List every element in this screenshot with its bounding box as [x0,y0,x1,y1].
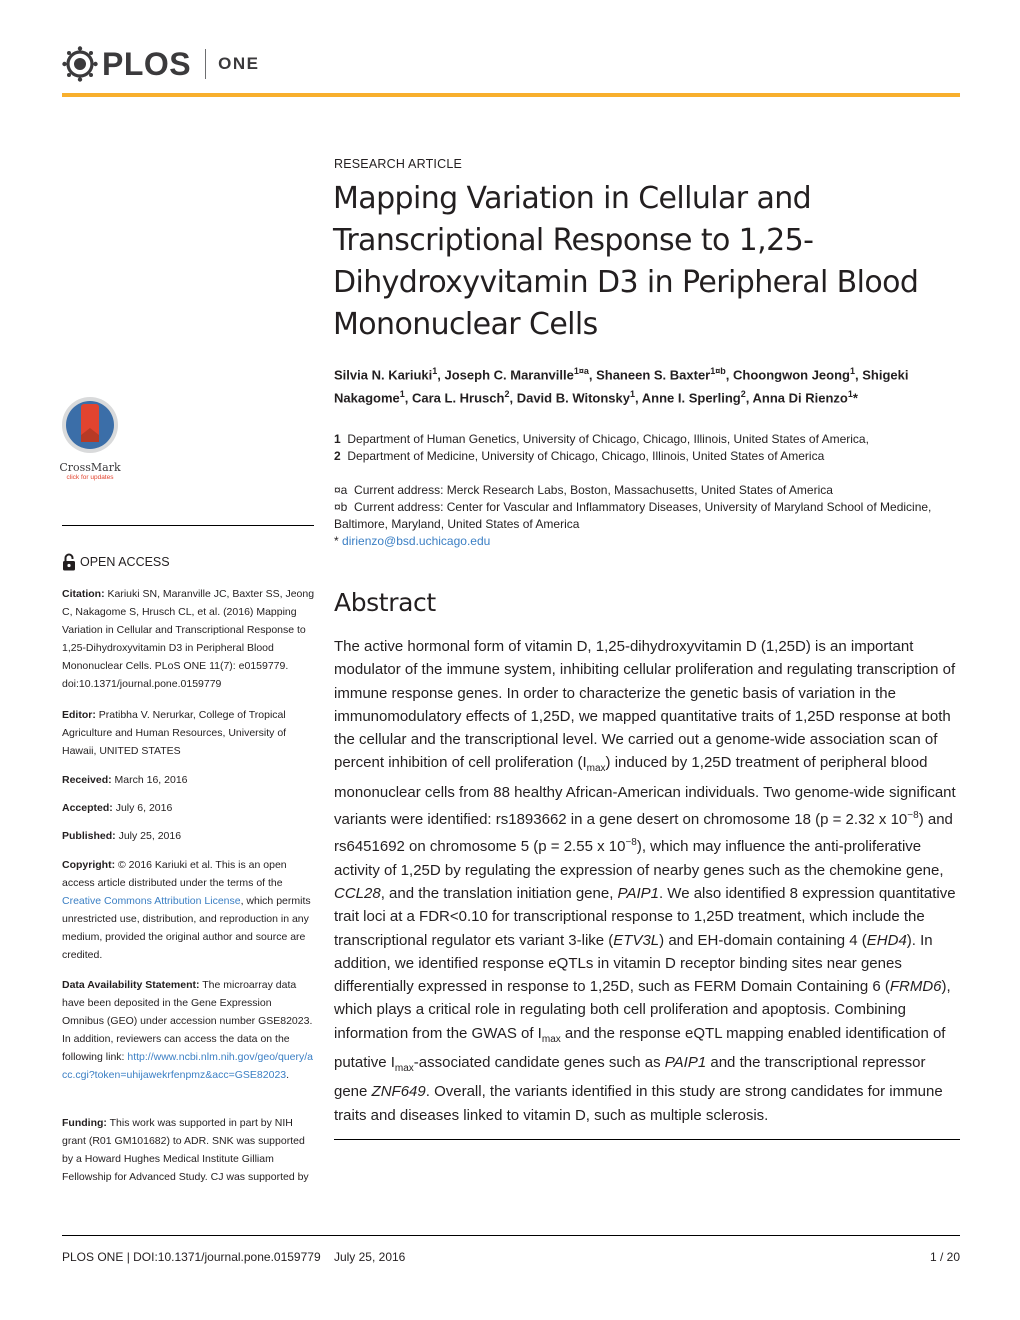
crossmark-icon [58,395,122,455]
citation-block [62,585,316,693]
plos-logo-icon [62,46,98,82]
sidebar-rule [62,525,314,526]
data-availability-block [62,976,316,1084]
plos-logo[interactable] [62,44,259,84]
abstract-text: The active hormonal form of vitamin D, 1,25-dihydroxyvitamin D (1,25D) is an important modulator of the immune system, inhibiting cellular proliferation and regulating transcription of immune response genes. In order to characterize the genetic basis of variation in the immunomodulatory effects of 1,25D, we mapped quantitative traits of 1,25D response at both the cellular and the transcriptional level. We carried out a genome-wide association scan of percent inhibition of cell proliferation $(I_{max})$ induced by 1,25D treatment of peripheral blood mononuclear cells from 88 healthy African-American individuals. Two genome-wide significant variants were identified: rs1893662 in a gene desert on chromosome 18 (p = 2.32 x $10^{-8}$) and rs6451692 on chromosome 5 (p = 2.55 x $10^{-8}$), which may influence the anti-proliferative activity of 1,25D by regulating the expression of nearby genes such as the chemokine gene, CCL28, and the translation initiation gene, PAIP1. We also identified 8 expression quantitative trait loci at a FDR<0.10 for transcriptional response to 1,25D treatment, which include the transcriptional regulator ets variant 3-like (ETV3L) and EH-domain containing 4 (EHD4). In addition, we identified response eQTLs in vitamin D receptor binding sites near genes differentially expressed in response to 1,25D, such as FERM Domain Containing 6 (FRMD6), which plays a critical role in regulating both cell proliferation and apoptosis. Combining information from the GWAS of $I_{max}$ and the response eQTL mapping enabled identification of putative $I_{max}$-associated candidate genes such as PAIP1 and the transcriptional repressor gene ZNF649. Overall, the variants identified in this study are strong candidates for immune traits and diseases linked to vitamin D, such as multiple sclerosis. [334,638,956,1124]
funding-text: This work was supported in part by NIH grant (R01 GM101682) to ADR. SNK was supported by a Howard Hughes Medical Institute Gilliam Fellowship for Advanced Study. CJ was supported by [62,1117,309,1183]
accepted-label: Accepted: [62,802,113,814]
editor-text: Pratibha V. Nerurkar, College of Tropical Agriculture and Human Resources, University of Hawaii, UNITED STATES [62,709,287,757]
funding-block [62,1114,316,1186]
abstract-heading: Abstract [334,588,436,617]
received-block [62,771,316,789]
header-rule [62,93,960,97]
copyright-block [62,856,316,964]
copyright-label: Copyright: [62,859,116,871]
current-address-b: ¤b Current address: Center for Vascular and Inflammatory Diseases, University of Maryland School of Medicine, Baltimore, Maryland, United States of America [334,500,932,531]
data-availability-label: Data Availability Statement: [62,979,200,991]
copyright-text: © 2016 Kariuki et al. This is an open access article distributed under the terms of the [62,859,287,889]
accepted-date: July 6, 2016 [115,802,173,814]
received-date: March 16, 2016 [114,774,188,786]
article-type: RESEARCH ARTICLE [334,157,463,171]
geo-link[interactable]: http://www.ncbi.nlm.nih.gov/geo/query/acc.cgi?token=uhijawekrfenpmz&acc=GSE82023 [62,1051,313,1081]
logo-divider [205,49,206,79]
editor-label: Editor: [62,709,96,721]
data-availability-text: The microarray data have been deposited in the Gene Expression Omnibus (GEO) under accession number GSE82023. In addition, reviewers can access the data on the following link: [62,979,313,1063]
current-address-a: ¤a Current address: Merck Research Labs, Boston, Massachusetts, United States of America [334,483,833,497]
published-label: Published: [62,830,116,842]
crossmark-badge[interactable] [58,395,122,480]
data-availability-end: . [286,1069,290,1081]
open-access [62,553,170,571]
article-title: Mapping Variation in Cellular and Transcriptional Response to 1,25-Dihydroxyvitamin D3 in Peripheral Blood Mononuclear Cells [333,181,919,342]
logo-text: PLOS [102,45,192,82]
open-access-label: OPEN ACCESS [80,555,170,569]
published-date: July 25, 2016 [118,830,182,842]
footer-citation: PLOS ONE | DOI:10.1371/journal.pone.0159779 July 25, 2016 [62,1250,406,1264]
author-list: Silvia N. Kariuki$^1$, Joseph C. Maranville$^{1¤a}$, Shaneen S. Baxter$^{1¤b}$, Choongwon Jeong$^1$, Shigeki Nakagome$^1$, Cara L. Hrusch$^2$, David B. Witonsky$^1$, Anne I. Sperling$^2$, Anna Di Rienzo$^1$* [334,366,909,406]
page-number: 1 / 20 [929,1250,960,1264]
editor-block [62,706,316,760]
affiliation-2: 2 Department of Medicine, University of Chicago, Chicago, Illinois, United States of America [334,449,825,463]
crossmark-label: CrossMark [59,461,121,474]
affiliation-1: 1 Department of Human Genetics, University of Chicago, Chicago, Illinois, United States of America, [334,432,869,446]
logo-sub: ONE [218,54,260,73]
current-addresses [334,482,954,550]
citation-text: Kariuki SN, Maranville JC, Baxter SS, Jeong C, Nakagome S, Hrusch CL, et al. (2016) Mapping Variation in Cellular and Transcriptional Response to 1,25-Dihydroxyvitamin D3 in Peripheral Blood Mononuclear Cells. PLoS ONE 11(7): e0159779. doi:10.1371/journal.pone.0159779 [62,588,315,690]
published-block [62,827,316,845]
funding-label: Funding: [62,1117,107,1129]
footer-rule [62,1235,960,1236]
affiliations [334,431,954,465]
corresponding-email[interactable]: dirienzo@bsd.uchicago.edu [342,534,491,548]
accepted-block [62,799,316,817]
corresponding-author: * dirienzo@bsd.uchicago.edu [334,534,491,548]
copyright-text-end: , which permits unrestricted use, distribution, and reproduction in any medium, provided the original author and source are credited. [62,895,311,961]
abstract-rule [334,1139,960,1140]
license-link[interactable]: Creative Commons Attribution License [62,895,241,907]
crossmark-sub: click for updates [66,474,114,481]
received-label: Received: [62,774,112,786]
citation-label: Citation: [62,588,105,600]
open-lock-icon [62,553,76,571]
